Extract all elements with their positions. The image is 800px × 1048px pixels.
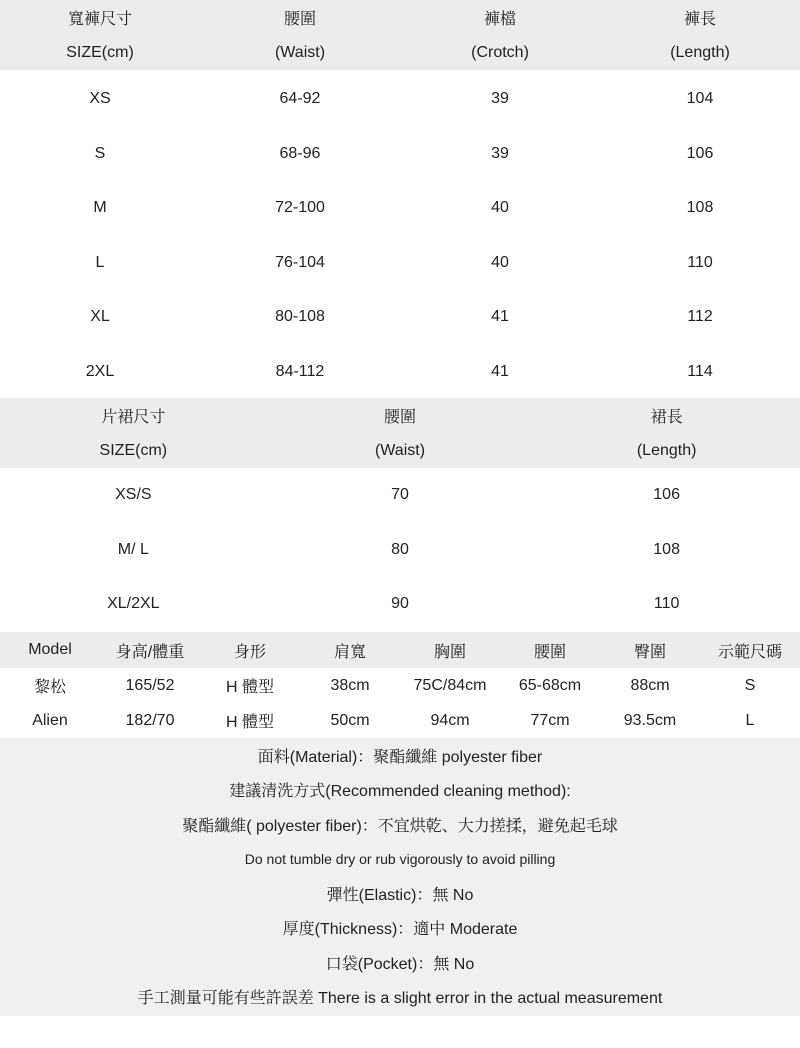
model-header-row: [0, 632, 800, 668]
table-row: [0, 72, 800, 127]
pants-header-length-cn: 褲長: [683, 11, 716, 28]
skirt-header-size-cn: 片裙尺寸: [101, 409, 166, 426]
header-shoulder: 肩寬: [333, 643, 366, 661]
pants-header-waist-en: (Waist): [274, 43, 326, 61]
measurement-disclaimer: 手工測量可能有些許誤差 There is a slight error in the actual measurement: [137, 990, 663, 1008]
hip: 88cm: [630, 676, 670, 694]
table-row: [0, 345, 800, 400]
waist-cell: 76-104: [275, 253, 325, 271]
length-cell: 110: [653, 595, 680, 613]
crotch-cell: 41: [491, 308, 509, 326]
chest: 75C/84cm: [413, 676, 487, 694]
skirt-header-waist-en: (Waist): [374, 441, 426, 459]
demo-size: L: [745, 711, 755, 729]
size-cell: XS: [89, 90, 111, 108]
waist-cell: 68-96: [279, 144, 321, 162]
waist-cell: 64-92: [279, 90, 321, 108]
model-table-body: [0, 668, 800, 738]
material-note: 面料(Material)：聚酯纖維 polyester fiber: [257, 748, 543, 766]
header-chest: 胸圍: [433, 643, 466, 661]
cleaning-method-heading: 建議清洗方式(Recommended cleaning method):: [229, 783, 571, 801]
table-row: [0, 290, 800, 345]
table-row: [0, 181, 800, 236]
crotch-cell: 41: [491, 362, 509, 380]
body-shape: H 體型: [225, 679, 274, 696]
length-cell: 106: [686, 144, 714, 162]
skirt-header-length-cn: 裙長: [650, 409, 683, 426]
pants-header-crotch-cn: 褲檔: [483, 11, 516, 28]
model-name: 黎松: [33, 679, 66, 696]
waist-cell: 80: [391, 540, 409, 558]
size-cell: 2XL: [85, 362, 115, 380]
skirt-header-size-en: SIZE(cm): [99, 441, 168, 459]
height-weight: 165/52: [125, 676, 175, 694]
header-demo-size: 示範尺碼: [717, 643, 782, 661]
size-cell: M/ L: [117, 540, 149, 558]
skirt-table-header: [0, 398, 800, 468]
header-height-weight: 身高/體重: [115, 643, 185, 661]
waist-cell: 84-112: [275, 362, 325, 380]
header-waist: 腰圍: [533, 643, 566, 661]
pants-header-length-en: (Length): [670, 43, 730, 61]
size-cell: S: [94, 144, 106, 162]
pants-table-body: [0, 70, 800, 398]
waist: 65-68cm: [518, 676, 582, 694]
length-cell: 104: [686, 90, 714, 108]
pocket-note: 口袋(Pocket)：無 No: [325, 955, 475, 973]
size-cell: XL/2XL: [107, 595, 160, 613]
table-row: [0, 127, 800, 182]
pants-header-en-row: [0, 35, 800, 70]
table-row: [0, 468, 800, 523]
pants-header-crotch-en: (Crotch): [471, 43, 529, 61]
height-weight: 182/70: [125, 711, 175, 729]
crotch-cell: 40: [491, 253, 509, 271]
pants-header-size-en: SIZE(cm): [66, 43, 134, 61]
length-cell: 114: [687, 362, 713, 380]
thickness-note: 厚度(Thickness)：適中 Moderate: [282, 921, 518, 939]
skirt-header-cn-row: [0, 398, 800, 433]
pants-header-cn-row: [0, 0, 800, 35]
body-shape: H 體型: [225, 714, 274, 731]
elastic-note: 彈性(Elastic)：無 No: [326, 886, 474, 904]
waist-cell: 72-100: [275, 199, 325, 217]
waist: 77cm: [530, 711, 570, 729]
model-name: Alien: [32, 711, 68, 729]
pants-table-header: [0, 0, 800, 70]
table-row: [0, 577, 800, 632]
size-cell: M: [93, 199, 107, 217]
header-hip: 臀圍: [633, 643, 666, 661]
length-cell: 112: [687, 308, 713, 326]
cleaning-note-cn: 聚酯纖維( polyester fiber)：不宜烘乾、大力搓揉，避免起毛球: [182, 817, 618, 835]
header-model: Model: [28, 641, 72, 658]
pants-header-size-cn: 寬褲尺寸: [67, 11, 132, 28]
pants-header-waist-cn: 腰圍: [283, 11, 316, 28]
waist-cell: 70: [391, 486, 409, 504]
size-cell: XL: [90, 308, 110, 326]
waist-cell: 90: [391, 595, 409, 613]
pants-size-table: [0, 0, 800, 398]
crotch-cell: 39: [491, 90, 509, 108]
length-cell: 110: [687, 253, 713, 271]
crotch-cell: 40: [491, 199, 509, 217]
waist-cell: 80-108: [275, 308, 325, 326]
table-row: [0, 523, 800, 578]
hip: 93.5cm: [623, 711, 677, 729]
skirt-table-body: [0, 468, 800, 632]
skirt-header-length-en: (Length): [636, 441, 697, 459]
table-row: [0, 703, 800, 738]
model-table: [0, 632, 800, 738]
product-notes: [0, 738, 800, 1016]
table-row: [0, 668, 800, 703]
length-cell: 108: [686, 199, 714, 217]
table-row: [0, 236, 800, 291]
skirt-header-waist-cn: 腰圍: [383, 409, 416, 426]
length-cell: 106: [653, 486, 680, 504]
cleaning-note-en: Do not tumble dry or rub vigorously to avoid pilling: [244, 850, 556, 867]
demo-size: S: [744, 676, 756, 694]
header-body-shape: 身形: [233, 643, 266, 661]
length-cell: 108: [653, 540, 680, 558]
shoulder: 50cm: [330, 711, 370, 729]
size-cell: XS/S: [115, 486, 152, 504]
size-cell: L: [95, 253, 105, 271]
model-table-header: [0, 632, 800, 668]
skirt-header-en-row: [0, 433, 800, 468]
shoulder: 38cm: [330, 676, 370, 694]
chest: 94cm: [430, 711, 470, 729]
crotch-cell: 39: [491, 144, 509, 162]
skirt-size-table: [0, 398, 800, 632]
